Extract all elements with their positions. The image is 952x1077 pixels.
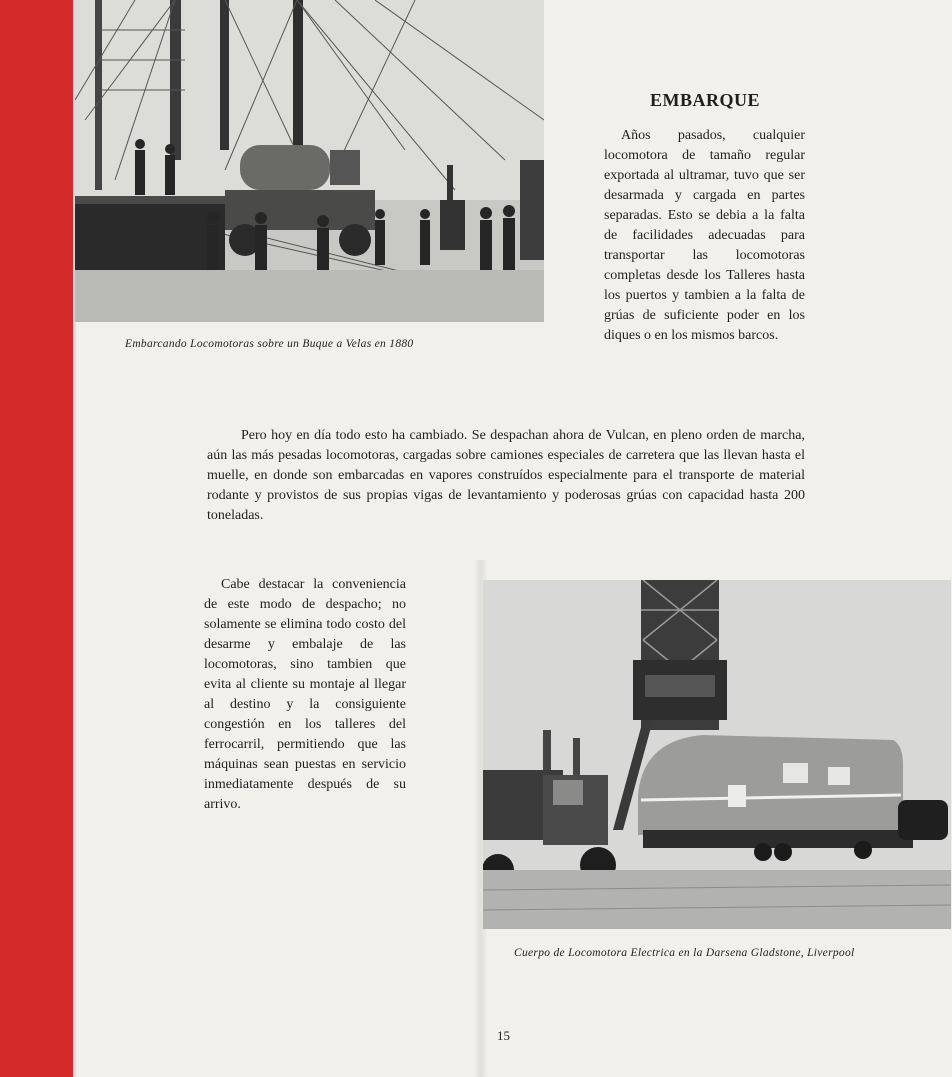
- ship-photo-caption: Embarcando Locomotoras sobre un Buque a Velas en 1880: [125, 338, 414, 350]
- ship-loading-illustration: [75, 0, 544, 322]
- section-heading: EMBARQUE: [649, 90, 760, 110]
- crane-locomotive-photo: [483, 580, 951, 929]
- ship-loading-photo: [75, 0, 544, 322]
- crane-locomotive-illustration: [483, 580, 951, 929]
- crane-photo-caption: Cuerpo de Locomotora Electrica en la Darsena Gladstone, Liverpool: [514, 947, 855, 959]
- red-spine-binding: [0, 0, 73, 1077]
- intro-paragraph: Años pasados, cualquier locomotora de tamaño regular exportada al ultramar, tuvo que ser desarmada y cargada en partes separadas. Esto se debia a la falta de facilidades adecuadas para transportar las locomotoras completas desde los Talleres hasta los puertos y tambien a la falta de grúas de suficiente poder en los diques o en los mismos barcos.: [604, 128, 805, 343]
- modern-shipping-paragraph: Pero hoy en día todo esto ha cambiado. Se despachan ahora de Vulcan, en pleno orden de marcha, aún las más pesadas locomotoras, cargadas sobre camiones especiales de carretera que las llevan hasta el muelle, en donde son embarcadas en vapores construídos especialmente para el transporte de material rodante y provistos de sus propias vigas de levantamiento y poderosas grúas con capacidad hasta 200 toneladas.: [207, 428, 805, 523]
- advantages-paragraph: Cabe destacar la conveniencia de este modo de despacho; no solamente se elimina todo costo del desarme y embalaje de las locomotoras, sino tambien que evita al cliente su montaje al llegar al destino y la consiguiente congestión en los talleres del ferrocarril, permitiendo que las máquinas sean puestas en servicio inmediatamente después de su arrivo.: [204, 577, 406, 812]
- page-number: 15: [497, 1028, 510, 1043]
